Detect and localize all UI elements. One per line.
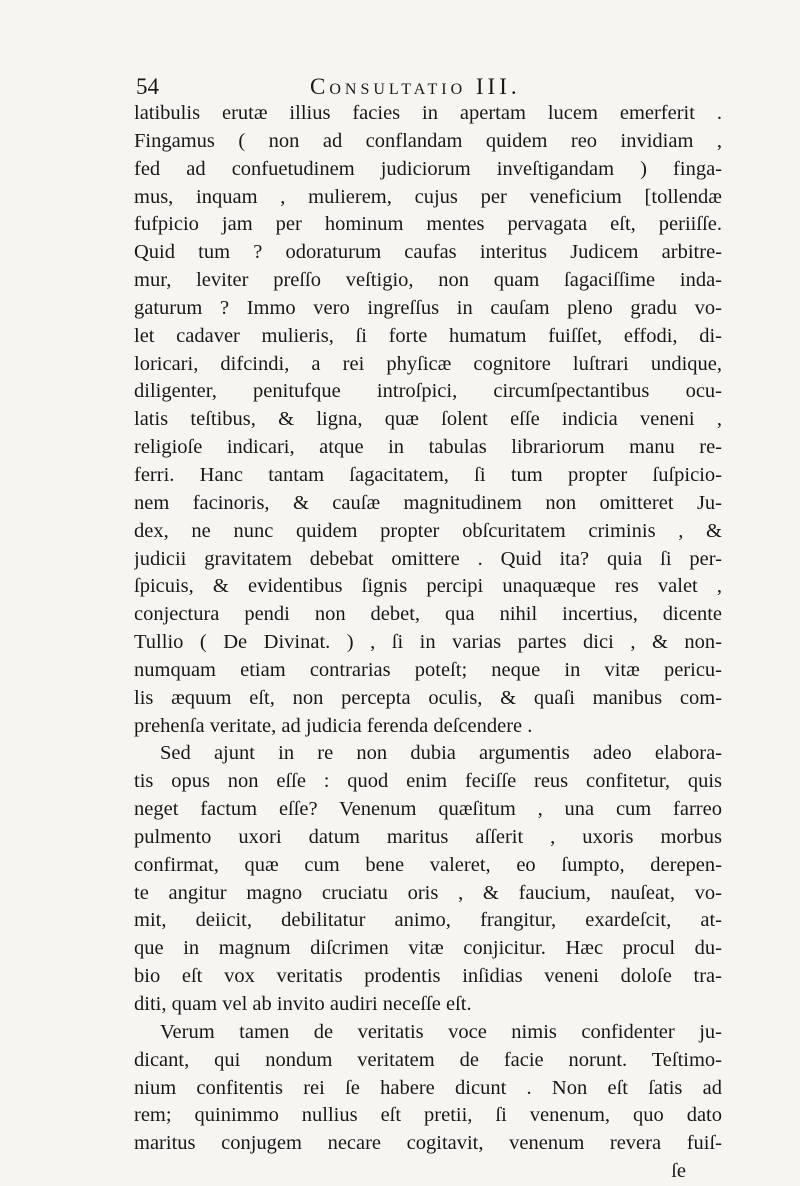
text-line: ferri. Hanc tantam ſagacitatem, ſi tum propter ſuſpicio-: [134, 463, 722, 486]
text-line: rem; quinimmo nullius eſt pretii, ſi venenum, quo dato: [134, 1104, 722, 1127]
text-line: mus, inquam , mulierem, cujus per veneficium [tollendæ: [134, 185, 722, 208]
text-line: mit, deiicit, debilitatur animo, frangitur, exardeſcit, at-: [134, 909, 722, 932]
text-line: que in magnum diſcrimen vitæ conjicitur. Hæc procul du-: [134, 937, 722, 960]
text-line: loricari, difcindi, a rei phyſicæ cognitore luſtrari undique,: [134, 352, 722, 375]
text-line: Quid tum ? odoraturum caufas interitus Judicem arbitre-: [134, 241, 722, 264]
body-text: [134, 100, 722, 1186]
catchword: ſe: [671, 1160, 686, 1183]
text-line: maritus conjugem necare cogitavit, venenum revera fuiſ-: [134, 1132, 722, 1155]
text-line: pulmento uxori datum maritus aſſerit , uxoris morbus: [134, 825, 722, 848]
text-line: te angitur magno cruciatu oris , & faucium, nauſeat, vo-: [134, 881, 722, 904]
text-line: Tullio ( De Divinat. ) , ſi in varias partes dici , & non-: [134, 631, 722, 654]
text-line: numquam etiam contrarias poteſt; neque in vitæ pericu-: [134, 658, 722, 681]
running-title: Consultatio III.: [310, 74, 521, 99]
text-line: nem facinoris, & cauſæ magnitudinem non omitteret Ju-: [134, 491, 722, 514]
text-line: dex, ne nunc quidem propter obſcuritatem criminis , &: [134, 519, 722, 542]
text-line: fed ad confuetudinem judiciorum inveſtigandam ) finga-: [134, 157, 722, 180]
page-number: 54: [136, 74, 159, 99]
text-line: conjectura pendi non debet, qua nihil incertius, dicente: [134, 603, 722, 626]
text-line: dicant, qui nondum veritatem de facie norunt. Teſtimo-: [134, 1048, 722, 1071]
text-line: Verum tamen de veritatis voce nimis confidenter ju-: [160, 1020, 722, 1043]
text-line: Sed ajunt in re non dubia argumentis adeo elabora-: [160, 742, 722, 765]
text-line: mur, leviter preſſo veſtigio, non quam ſagaciſſime inda-: [134, 269, 722, 292]
text-line: Fingamus ( non ad conflandam quidem reo invidiam ,: [134, 129, 722, 152]
text-line: lis æquum eſt, non percepta oculis, & quaſi manibus com-: [134, 686, 722, 709]
text-line: tis opus non eſſe : quod enim feciſſe reus confitetur, quis: [134, 770, 722, 793]
text-line: religioſe indicari, atque in tabulas librariorum manu re-: [134, 436, 722, 459]
text-line: latibulis erutæ illius facies in apertam lucem emerferit .: [134, 102, 722, 124]
text-line: diti, quam vel ab invito audiri neceſſe eſt.: [134, 993, 472, 1015]
text-line: let cadaver mulieris, ſi forte humatum fuiſſet, effodi, di-: [134, 324, 722, 347]
text-line: confirmat, quæ cum bene valeret, eo ſumpto, derepen-: [134, 853, 722, 876]
text-line: gaturum ? Immo vero ingreſſus in cauſam pleno gradu vo-: [134, 296, 722, 319]
text-line: diligenter, penitufque introſpici, circumſpectantibus ocu-: [134, 380, 722, 403]
running-head: [136, 72, 696, 102]
text-line: judicii gravitatem debebat omittere . Quid ita? quia ſi per-: [134, 547, 722, 570]
text-line: neget factum eſſe? Venenum quæſitum , una cum farreo: [134, 798, 722, 821]
text-line: fufpicio jam per hominum mentes pervagata eſt, periiſſe.: [134, 213, 722, 236]
text-line: prehenſa veritate, ad judicia ferenda deſcendere .: [134, 714, 533, 737]
text-line: latis teſtibus, & ligna, quæ ſolent eſſe indicia veneni ,: [134, 408, 722, 431]
text-line: nium confitentis rei ſe habere dicunt . Non eſt ſatis ad: [134, 1076, 722, 1099]
text-line: bio eſt vox veritatis prodentis inſidias veneni doloſe tra-: [134, 965, 722, 988]
text-line: ſpicuis, & evidentibus ſignis percipi unaquæque res valet ,: [134, 575, 722, 598]
